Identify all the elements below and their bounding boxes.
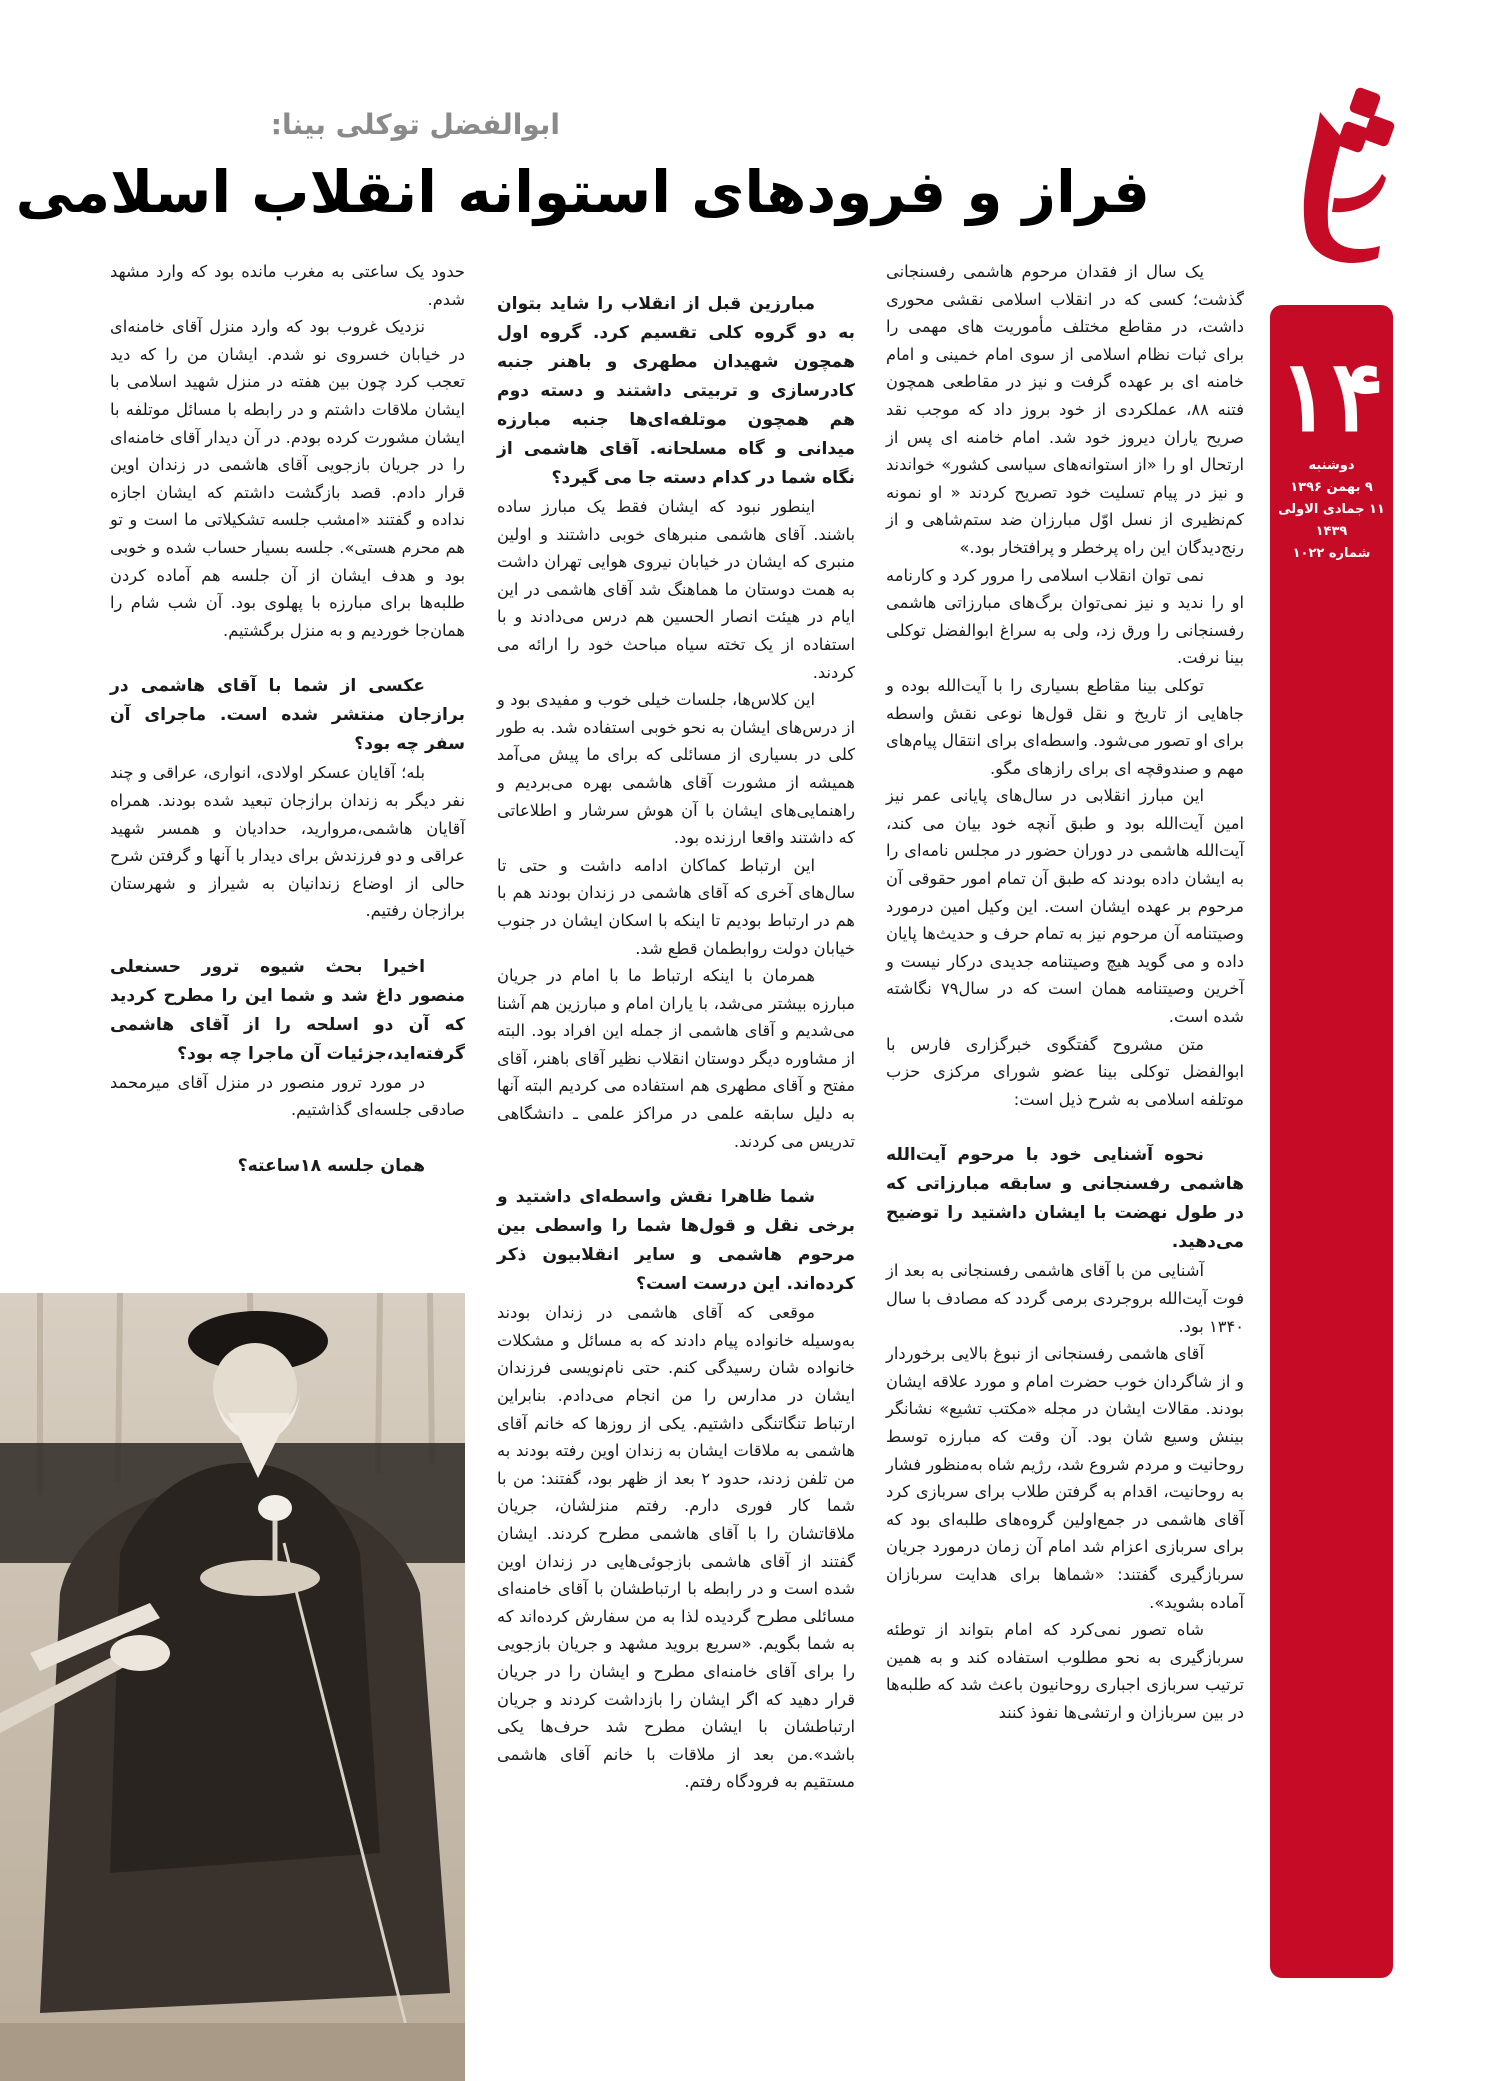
- paragraph-gap: [110, 925, 465, 953]
- interview-question: مبارزین قبل از انقلاب را شاید بتوان به دو گروه کلی تقسیم کرد. گروه اول همچون شهیدان مطهری و باهنر جنبه کادرسازی و تربیتی داشتند و دسته دوم هم همچون موتلفه‌ای‌ها جنبه مبارزه میدانی و گاه مسلحانه. آقای هاشمی از نگاه شما در کدام دسته جا می گیرد؟: [497, 294, 855, 488]
- issue-number: شماره ۱۰۲۲: [1292, 546, 1371, 561]
- article-column-2: [497, 290, 855, 1796]
- article-paragraph: حدود یک ساعتی به مغرب مانده بود که وارد مشهد شدم.: [110, 262, 465, 309]
- date-solar: ۹ بهمن ۱۳۹۶: [1290, 480, 1373, 495]
- interview-question: عکسی از شما با آقای هاشمی در برازجان منتشر شده است. ماجرای آن سفر چه بود؟: [110, 676, 465, 755]
- article-paragraph: آقای هاشمی رفسنجانی از نبوغ بالایی برخوردار و از شاگردان خوب حضرت امام و مورد علاقه ایشان بودند. مقالات ایشان در مجله «مکتب تشیع» نشانگر بینش وسیع شان بود. آن وقت که مبارزه توسط روحانیت و مردم شروع شد، رژیم شاه به‌منظور فشار به روحانیت، اقدام به گرفتن طلاب برای سربازی کرد آقای هاشمی در جمع‌اولین گروه‌های طلبه‌ای بود که برای سربازی اعزام شد امام آن زمان درمورد جریان سربازگیری گفتند: «شماها برای هدایت سربازان آماده بشوید».: [885, 1344, 1244, 1612]
- page-number: ۱۴: [1278, 341, 1385, 451]
- magazine-logo: [1268, 82, 1398, 272]
- article-paragraph: همرمان با اینکه ارتباط ما با امام در جریان مبارزه بیشتر می‌شد، با یاران امام و مبارزین هم آشنا می‌شدیم و آقای هاشمی از جمله این افراد بود. البته از مشاوره دیگر دوستان انقلاب نظیر آقای باهنر، آقای مفتح و آقای مطهری هم استفاده می کردیم البته آنها به دلیل سابقه علمی در مراکز علمی ـ دانشگاهی تدریس می کردند.: [497, 966, 855, 1151]
- article-kicker: ابوالفضل توکلی بینا:: [270, 108, 560, 141]
- article-paragraph: بله؛ آقایان عسکر اولادی، انواری، عراقی و چند نفر دیگر به زندان برازجان تبعید شده بودند. همراه آقایان هاشمی،مروارید، حدادیان و همسر شهید عراقی و دو فرزندش برای دیدار با آنها و گرفتن شرح حالی از اوضاع زندانیان به شیراز و شهرستان برازجان رفتیم.: [110, 763, 465, 921]
- portrait-photo-icon: [0, 1293, 465, 2081]
- article-paragraph: متن مشروح گفتگوی خبرگزاری فارس با ابوالفضل توکلی بینا عضو شورای مرکزی حزب موتلفه اسلامی به شرح ذیل است:: [886, 1034, 1244, 1109]
- article-paragraph: اینطور نبود که ایشان فقط یک مبارز ساده باشند. آقای هاشمی منبرهای خوبی داشتند و اولین منبری که ایشان در خیابان نیروی هوایی تهران داشت به همت دوستان ما هماهنگ شد آقای هاشمی در این ایام در هیئت انصار الحسین هم درس می‌دادند و با استفاده از یک تخته سیاه مباحث خود را ارائه می کردند.: [497, 497, 855, 682]
- article-paragraph: نزدیک غروب بود که وارد منزل آقای خامنه‌ای در خیابان خسروی نو شدم. ایشان من را که دید تعجب کرد چون بین هفته در منزل شهید اسلامی با ایشان ملاقات داشتم و در رابطه با مسائل موتلفه با ایشان مشورت کرده بودم. در آن دیدار آقای خامنه‌ای را در جریان بازجویی آقای هاشمی در زندان اوین قرار دادم. قصد بازگشت داشتم که ایشان اجازه نداده و گفتند «امشب جلسه تشکیلاتی ما است و تو هم محرم هستی». جلسه بسیار حساب شده و خوبی بود و هدف ایشان از آن جلسه هم آماده کردن طلبه‌ها برای مبارزه با پهلوی بود. آن شب شام را همان‌جا خوردیم و به منزل برگشتیم.: [110, 317, 465, 640]
- paragraph-gap: [497, 1155, 855, 1183]
- article-paragraph: در مورد ترور منصور در منزل آقای میرمحمد صادقی جلسه‌ای گذاشتیم.: [110, 1072, 465, 1120]
- paragraph-gap: [110, 1124, 465, 1152]
- logo-calligraphy-icon: [1268, 82, 1398, 272]
- interview-question: شما ظاهرا نقش واسطه‌ای داشتید و برخی نقل و قول‌ها شما را واسطی بین مرحوم هاشمی و سایر انقلابیون ذکر کرده‌اند. این درست است؟: [497, 1187, 855, 1295]
- article-paragraph: موقعی که آقای هاشمی در زندان بودند به‌وسیله خانواده پیام دادند که به مسائل و مشکلات خانواده شان رسیدگی کنم. حتی نام‌نویسی فرزندان ایشان در مدارس را من انجام می‌دادم. بنابراین ارتباط تنگاتنگی داشتیم. یکی از روزها که خانم آقای هاشمی به ملاقات ایشان به زندان اوین رفته بودند به من تلفن زدند، حدود ۲ بعد از ظهر بود، گفتند: من با شما کار فوری دارم. رفتم منزلشان، جریان ملاقاتشان را با آقای هاشمی مطرح کردند. ایشان گفتند از آقای هاشمی بازجوئی‌هایی در زندان اوین شده است و در رابطه با ارتباطشان با آقای خامنه‌ای مسائلی مطرح گردیده لذا به من سفارش کرده‌اند که به شما بگویم. «سریع بروید مشهد و جریان بازجویی را برای آقای خامنه‌ای مطرح و ایشان را در جریان قرار دهید که اگر ایشان را بازداشت کردند و جریان ارتباطشان با ایشان مطرح شد حرف‌ها یکی باشد».من بعد از ملاقات با خانم آقای هاشمی مستقیم به فرودگاه رفتم.: [497, 1303, 855, 1792]
- interview-question: اخیرا بحث شیوه ترور حسنعلی منصور داغ شد و شما این را مطرح کردید که آن دو اسلحه را از آقای هاشمی گرفته‌اید،جزئیات آن ماجرا چه بود؟: [110, 956, 465, 1064]
- weekday: دوشنبه: [1308, 458, 1355, 473]
- article-paragraph: شاه تصور نمی‌کرد که امام بتواند از توطئه سربازگیری به نحو مطلوب استفاده کند و به همین ترتیب سربازی اجباری روحانیون باعث شد که طلبه‌ها در بین سربازان و ارتشی‌ها نفوذ کنند: [886, 1620, 1244, 1722]
- paragraph-gap: [886, 1113, 1244, 1141]
- interview-question: نحوه آشنایی خود با مرحوم آیت‌الله هاشمی رفسنجانی و سابقه مبارزاتی که در طول نهضت با ایشان داشتید را توضیح می‌دهید.: [886, 1145, 1244, 1253]
- interview-question: همان جلسه ۱۸ساعته؟: [237, 1156, 425, 1177]
- page-info-sidebar: [1270, 305, 1393, 1978]
- article-paragraph: این کلاس‌ها، جلسات خیلی خوب و مفیدی بود و از درس‌های ایشان به نحو خوبی استفاده شد. به طور کلی در بسیاری از مسائلی که برای ما پیش می‌آمد همیشه از مشورت آقای هاشمی بهره می‌بردیم و راهنمایی‌های ایشان با آن هوش سرشار و اطلاعاتی که داشتند واقعا ارزنده بود.: [497, 690, 855, 848]
- article-paragraph: آشنایی من با آقای هاشمی رفسنجانی به بعد از فوت آیت‌الله بروجردی برمی گردد که مصادف با سال ۱۳۴۰ بود.: [886, 1261, 1244, 1336]
- article-paragraph: نمی توان انقلاب اسلامی را مرور کرد و کارنامه او را ندید و نیز نمی‌توان برگ‌های مبارزاتی هاشمی رفسنجانی را ورق زد، ولی به سراغ ابوالفضل توکلی بینا نرفت.: [886, 565, 1244, 668]
- article-paragraph: یک سال از فقدان مرحوم هاشمی رفسنجانی گذشت؛ کسی که در انقلاب اسلامی نقشی محوری داشت، در مقاطع مختلف مأموریت های مهمی را برای ثبات نظام اسلامی از سوی امام خمینی و امام خامنه ای بر عهده گرفت و نیز در مقاطعی همچون فتنه ۸۸، عملکردی از خود بروز داد که موجب نقد صریح یاران دیروز خود شد. امام خامنه ای پس از ارتحال او را «از استوانه‌های سیاسی کشور» خواندند و نیز در پیام تسلیت خود تصریح کردند « او نمونه کم‌نظیری از نسل اوّل مبارزان ضد ستم‌شاهی و از رنج‌دیدگان این راه پرخطر و پرافتخار بود.»: [886, 262, 1244, 557]
- article-paragraph: این ارتباط کماکان ادامه داشت و حتی تا سال‌های آخری که آقای هاشمی در زندان بودند هم با هم در ارتباط بودیم تا اینکه با اسکان ایشان در جنوب خیابان دولت روابطمان قطع شد.: [497, 855, 855, 958]
- paragraph-gap: [110, 644, 465, 672]
- article-column-3: [110, 258, 465, 1181]
- issue-meta: [1270, 455, 1393, 565]
- date-lunar: ۱۱ جمادی الاولی ۱۴۳۹: [1278, 502, 1385, 539]
- article-paragraph: این مبارز انقلابی در سال‌های پایانی عمر نیز امین آیت‌الله بود و طبق آنچه خود بیان می کند، آیت‌الله هاشمی در دوران حضور در مجلس نامه‌ای را به ایشان داده بودند که طبق آن تمام امور حقوقی آن مرحوم بر عهده ایشان است. این وکیل امین درمورد وصیتنامه آن مرحوم نیز به تمام حرف و حدیث‌ها پایان داده و می گوید هیچ وصیتنامه جدیدی درکار نیست و آخرین وصیتنامه همان است که در سال۷۹ نگاشته شده است.: [886, 786, 1244, 1027]
- article-headline: فراز و فرودهای استوانه انقلاب اسلامی: [15, 158, 1150, 226]
- article-column-1: [886, 258, 1244, 1727]
- article-paragraph: توکلی بینا مقاطع بسیاری را با آیت‌الله بوده و جاهایی از تاریخ و نقل قول‌ها نوعی نقش واسطه برای او تصور می‌شود. واسطه‌ای برای انتقال پیام‌های مهم و صندوقچه ای برای رازهای مگو.: [886, 675, 1244, 778]
- article-photo: [0, 1293, 465, 2081]
